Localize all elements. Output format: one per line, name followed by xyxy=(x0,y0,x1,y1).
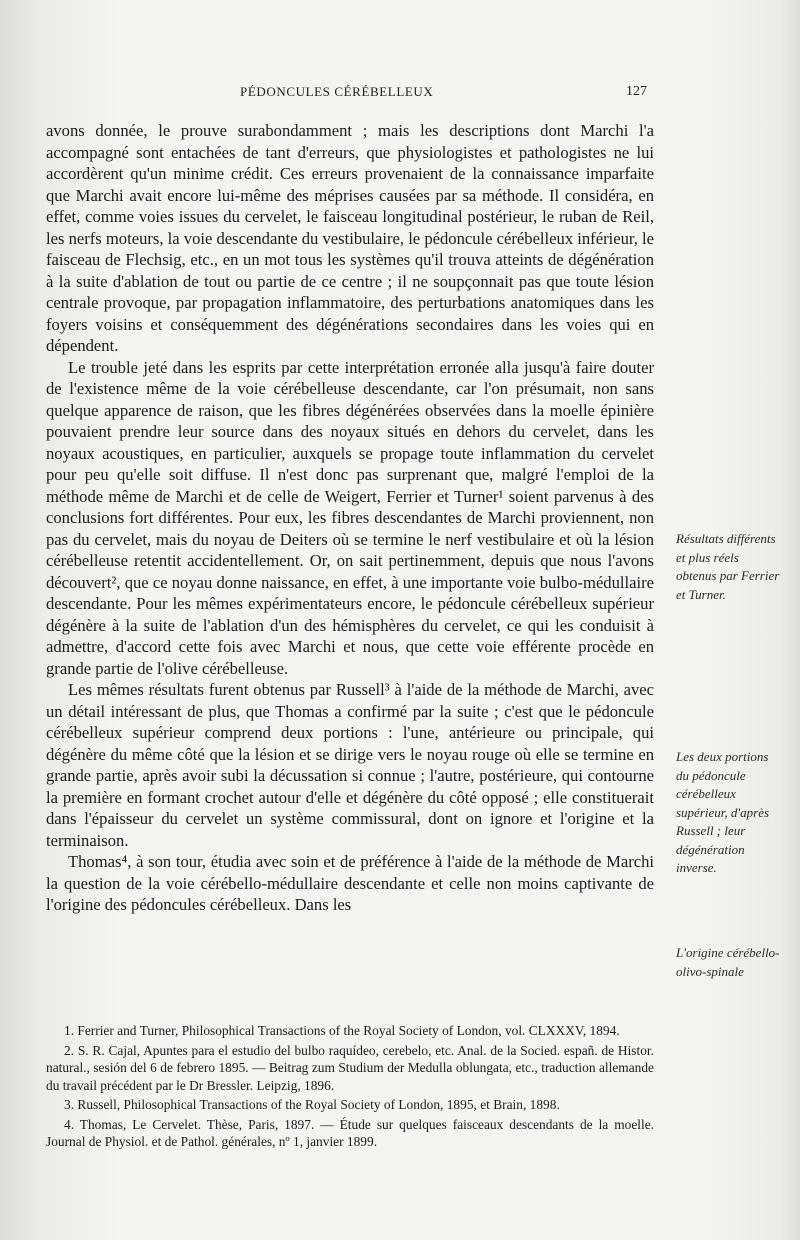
paragraph: Les mêmes résultats furent obtenus par Russell³ à l'aide de la méthode de Marchi, avec un détail intéressant de plus, que Thomas a confirmé par la suite ; c'est que le pédoncule cérébelleux supérieur comprend deux portions : l'une, antérieure ou principale, qui dégénère du même côté que la lésion et se dirige vers le noyau rouge où elle se termine en grande partie, après avoir subi la décussation si connue ; l'autre, postérieure, qui contourne la première en formant crochet autour d'elle et dégénère du côté opposé ; elle constituerait dans l'épaisseur du cervelet un système commissural, dont on ignore et l'origine et la terminaison. xyxy=(46,680,654,850)
paragraph: Le trouble jeté dans les esprits par cette interprétation erronée alla jusqu'à faire douter de l'existence même de la voie cérébelleuse descendante, car l'on présumait, non sans quelque apparence de raison, que les fibres dégénérées observées dans la moelle épinière pouvaient prendre leur source dans des noyaux situés en dehors du cervelet, dans les noyaux acoustiques, en particulier, auxquels se propage toute inflammation du cervelet pour peu qu'elle soit diffuse. Il n'est donc pas surprenant que, malgré l'emploi de la méthode même de Marchi et de celle de Weigert, Ferrier et Turner¹ soient parvenus à des conclusions fort différentes. Pour eux, les fibres descendantes de Marchi proviennent, non pas du cervelet, mais du noyau de Deiters où se termine le nerf vestibulaire et où la lésion cérébelleuse retentit accidentellement. Or, on sait pertinemment, depuis que nous l'avons découvert², que ce noyau donne naissance, en effet, à une importante voie bulbo-médullaire descendante. Pour les mêmes expérimentateurs encore, le pédoncule cérébelleux supérieur dégénère à la suite de l'ablation d'un des hémisphères du cervelet, ce qui les conduisit à admettre, d'accord cette fois avec Marchi et nous, que cette voie efférente procède en grande partie de l'olive cérébelleuse. xyxy=(46,357,654,678)
paragraph: Thomas⁴, à son tour, étudia avec soin et de préférence à l'aide de la méthode de Marchi la question de la voie cérébello-médullaire descendante et celle non moins captivante de l'origine des pédoncules cérébelleux. Dans les xyxy=(46,852,654,914)
margin-note: Les deux portions du pédoncule cérébelleux supérieur, d'après Russell ; leur dégénération inverse. xyxy=(676,749,770,875)
margin-note: L'origine cérébello-olivo-spinale xyxy=(676,945,780,979)
main-text xyxy=(46,120,654,916)
paragraph: avons donnée, le prouve surabondamment ; mais les descriptions dont Marchi l'a accompagné sont entachées de tant d'erreurs, que physiologistes et pathologistes ne lui accordèrent qu'un minime crédit. Ces erreurs provenaient de la connaissance imparfaite que Marchi avait encore lui-même des méprises causées par sa méthode. Il considéra, en effet, comme voies issues du cervelet, le faisceau longitudinal postérieur, le ruban de Reil, les nerfs moteurs, la voie descendante du vestibulaire, le pédoncule cérébelleux inférieur, le faisceau de Flechsig, etc., en un mot tous les systèmes qu'il trouva atteints de dégénération à la suite d'ablation de tout ou partie de ce centre ; il ne soupçonnait pas que toute lésion centrale provoque, par propagation inflammatoire, des perturbations anatomiques dans les foyers voisins et conséquemment des dégénérations secondaires dans les voies qui en dépendent. xyxy=(46,121,654,355)
margin-note: Résultats différents et plus réels obtenus par Ferrier et Turner. xyxy=(676,531,780,602)
footnote: 2. S. R. Cajal, Apuntes para el estudio del bulbo raquídeo, cerebelo, etc. Anal. de la Socied. españ. de Histor. natural., sesión del 6 de febrero 1895. — Beitrag zum Studium der Medulla oblungata, etc., traduction allemande du travail précédent par le Dr Bressler. Leipzig, 1896. xyxy=(46,1042,654,1093)
running-head: PÉDONCULES CÉRÉBELLEUX xyxy=(240,84,434,99)
page-header xyxy=(0,84,800,104)
footnote: 3. Russell, Philosophical Transactions of the Royal Society of London, 1895, et Brain, 1898. xyxy=(64,1097,560,1112)
footnote: 4. Thomas, Le Cervelet. Thèse, Paris, 1897. — Étude sur quelques faisceaux descendants de la moelle. Journal de Physiol. et de Pathol. générales, nº 1, janvier 1899. xyxy=(46,1116,654,1149)
page-number: 127 xyxy=(626,84,647,99)
footnote: 1. Ferrier and Turner, Philosophical Transactions of the Royal Society of London, vol. CLXXXV, 1894. xyxy=(64,1023,620,1038)
footnotes xyxy=(46,1022,654,1153)
